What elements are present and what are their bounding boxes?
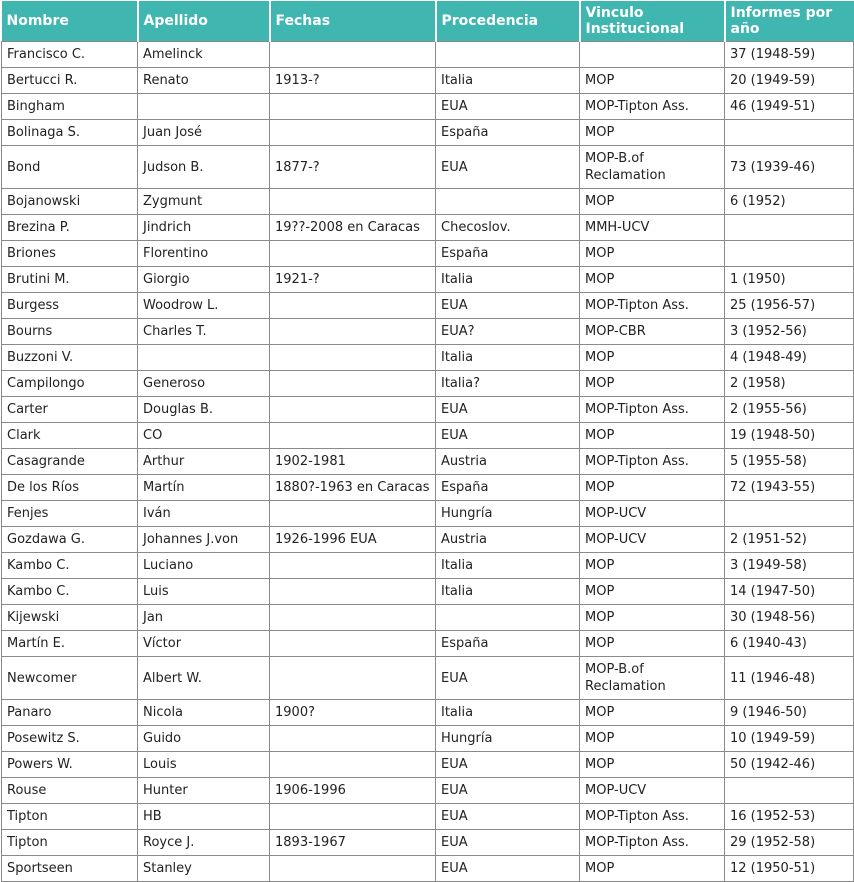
table-row [2,726,854,752]
cell-fechas [270,120,436,146]
cell-fechas [270,579,436,605]
cell-informes: 3 (1949-58) [725,553,854,579]
cell-procedencia: EUA [436,657,580,700]
table-row [2,804,854,830]
cell-apellido: Víctor [138,631,270,657]
cell-fechas: 1900? [270,700,436,726]
table-body [2,42,854,882]
table-row [2,94,854,120]
table-row [2,146,854,189]
cell-apellido: Judson B. [138,146,270,189]
table-row [2,631,854,657]
cell-apellido: Martín [138,475,270,501]
cell-fechas: 1893-1967 [270,830,436,856]
cell-apellido: Arthur [138,449,270,475]
cell-apellido: Jan [138,605,270,631]
cell-fechas: 1906-1996 [270,778,436,804]
cell-procedencia: España [436,241,580,267]
cell-procedencia: EUA [436,856,580,882]
cell-vinculo: MOP [580,605,725,631]
cell-vinculo: MOP-Tipton Ass. [580,293,725,319]
cell-procedencia: Italia [436,579,580,605]
table-row [2,293,854,319]
cell-apellido: Zygmunt [138,189,270,215]
header-informes-por-ano: Informes por año [725,1,854,42]
cell-fechas [270,94,436,120]
table-row [2,605,854,631]
cell-fechas [270,605,436,631]
cell-informes: 5 (1955-58) [725,449,854,475]
cell-procedencia: Italia [436,345,580,371]
cell-procedencia [436,605,580,631]
cell-informes: 25 (1956-57) [725,293,854,319]
cell-procedencia: Italia? [436,371,580,397]
cell-fechas [270,631,436,657]
table-row [2,345,854,371]
cell-apellido: Giorgio [138,267,270,293]
cell-apellido: Generoso [138,371,270,397]
cell-nombre: Casagrande [2,449,138,475]
cell-apellido: Louis [138,752,270,778]
cell-nombre: Campilongo [2,371,138,397]
header-apellido: Apellido [138,1,270,42]
cell-procedencia [436,42,580,68]
cell-nombre: Bojanowski [2,189,138,215]
cell-informes: 14 (1947-50) [725,579,854,605]
cell-fechas [270,752,436,778]
cell-nombre: Brutini M. [2,267,138,293]
cell-nombre: Burgess [2,293,138,319]
cell-nombre: De los Ríos [2,475,138,501]
cell-nombre: Bingham [2,94,138,120]
cell-fechas [270,423,436,449]
engineers-table [1,1,854,882]
cell-vinculo: MOP-Tipton Ass. [580,830,725,856]
cell-vinculo: MOP-UCV [580,527,725,553]
table-row [2,120,854,146]
cell-procedencia: EUA [436,94,580,120]
cell-nombre: Briones [2,241,138,267]
cell-informes: 2 (1958) [725,371,854,397]
cell-informes: 30 (1948-56) [725,605,854,631]
header-vinculo-institucional: Vinculo Institucional [580,1,725,42]
cell-informes: 11 (1946-48) [725,657,854,700]
table-row [2,42,854,68]
cell-vinculo [580,42,725,68]
cell-nombre: Bond [2,146,138,189]
cell-nombre: Sportseen [2,856,138,882]
cell-vinculo: MOP [580,752,725,778]
cell-apellido: Juan José [138,120,270,146]
cell-informes: 6 (1952) [725,189,854,215]
cell-apellido: Nicola [138,700,270,726]
table-row [2,68,854,94]
cell-fechas: 1902-1981 [270,449,436,475]
cell-apellido: Jindrich [138,215,270,241]
table-row [2,657,854,700]
cell-vinculo: MOP-UCV [580,501,725,527]
cell-nombre: Posewitz S. [2,726,138,752]
cell-apellido [138,345,270,371]
cell-informes: 1 (1950) [725,267,854,293]
cell-apellido: Douglas B. [138,397,270,423]
cell-nombre: Gozdawa G. [2,527,138,553]
cell-informes: 3 (1952-56) [725,319,854,345]
cell-fechas: 1926-1996 EUA [270,527,436,553]
table-row [2,475,854,501]
cell-fechas [270,553,436,579]
cell-procedencia: España [436,631,580,657]
table-row [2,778,854,804]
cell-apellido: CO [138,423,270,449]
cell-procedencia: EUA [436,830,580,856]
cell-apellido: Royce J. [138,830,270,856]
cell-apellido: Charles T. [138,319,270,345]
cell-informes: 37 (1948-59) [725,42,854,68]
cell-nombre: Bolinaga S. [2,120,138,146]
cell-nombre: Fenjes [2,501,138,527]
cell-nombre: Martín E. [2,631,138,657]
cell-apellido: Luciano [138,553,270,579]
table-row [2,241,854,267]
cell-nombre: Kambo C. [2,579,138,605]
cell-vinculo: MOP-UCV [580,778,725,804]
cell-nombre: Tipton [2,830,138,856]
cell-procedencia: EUA [436,146,580,189]
cell-informes: 6 (1940-43) [725,631,854,657]
cell-fechas [270,189,436,215]
cell-procedencia: EUA [436,778,580,804]
cell-vinculo: MMH-UCV [580,215,725,241]
cell-fechas [270,293,436,319]
cell-nombre: Newcomer [2,657,138,700]
cell-procedencia: Austria [436,527,580,553]
cell-vinculo: MOP [580,68,725,94]
cell-vinculo: MOP [580,726,725,752]
cell-fechas: 1913-? [270,68,436,94]
cell-informes [725,778,854,804]
cell-informes: 72 (1943-55) [725,475,854,501]
table-row [2,752,854,778]
cell-vinculo: MOP [580,631,725,657]
cell-apellido: Florentino [138,241,270,267]
table-header [2,1,854,42]
cell-vinculo: MOP [580,856,725,882]
cell-fechas: 19??-2008 en Caracas [270,215,436,241]
cell-fechas [270,501,436,527]
cell-fechas [270,657,436,700]
table-row [2,319,854,345]
cell-apellido: Woodrow L. [138,293,270,319]
cell-fechas [270,42,436,68]
cell-informes: 9 (1946-50) [725,700,854,726]
table-row [2,449,854,475]
cell-fechas [270,241,436,267]
table-row [2,397,854,423]
table-row [2,579,854,605]
cell-informes: 29 (1952-58) [725,830,854,856]
table-row [2,215,854,241]
cell-informes: 12 (1950-51) [725,856,854,882]
cell-vinculo: MOP-Tipton Ass. [580,804,725,830]
cell-nombre: Bourns [2,319,138,345]
cell-procedencia: EUA [436,752,580,778]
cell-vinculo: MOP-B.of Reclamation [580,146,725,189]
table-row [2,423,854,449]
cell-informes [725,241,854,267]
cell-procedencia: España [436,475,580,501]
cell-vinculo: MOP [580,700,725,726]
cell-procedencia: EUA [436,293,580,319]
header-row [2,1,854,42]
cell-vinculo: MOP-CBR [580,319,725,345]
table-row [2,267,854,293]
table-row [2,501,854,527]
cell-vinculo: MOP [580,475,725,501]
cell-procedencia: Italia [436,700,580,726]
cell-nombre: Powers W. [2,752,138,778]
cell-vinculo: MOP-B.of Reclamation [580,657,725,700]
cell-apellido: Iván [138,501,270,527]
cell-procedencia [436,189,580,215]
cell-procedencia: Checoslov. [436,215,580,241]
cell-procedencia: EUA [436,804,580,830]
cell-informes: 46 (1949-51) [725,94,854,120]
cell-procedencia: Hungría [436,726,580,752]
cell-nombre: Clark [2,423,138,449]
cell-informes: 20 (1949-59) [725,68,854,94]
cell-vinculo: MOP [580,241,725,267]
cell-informes [725,501,854,527]
cell-nombre: Panaro [2,700,138,726]
cell-nombre: Kambo C. [2,553,138,579]
cell-apellido: Johannes J.von [138,527,270,553]
cell-procedencia: EUA [436,423,580,449]
cell-fechas [270,726,436,752]
cell-procedencia: Italia [436,553,580,579]
cell-apellido: Renato [138,68,270,94]
cell-vinculo: MOP [580,553,725,579]
cell-vinculo: MOP-Tipton Ass. [580,449,725,475]
cell-nombre: Kijewski [2,605,138,631]
cell-vinculo: MOP [580,120,725,146]
cell-fechas [270,371,436,397]
cell-fechas [270,345,436,371]
cell-fechas [270,804,436,830]
header-fechas: Fechas [270,1,436,42]
cell-procedencia: Italia [436,267,580,293]
table-row [2,700,854,726]
cell-apellido: Stanley [138,856,270,882]
cell-apellido [138,94,270,120]
cell-nombre: Carter [2,397,138,423]
cell-apellido: HB [138,804,270,830]
cell-informes: 50 (1942-46) [725,752,854,778]
cell-vinculo: MOP [580,579,725,605]
cell-informes: 2 (1951-52) [725,527,854,553]
cell-vinculo: MOP [580,423,725,449]
cell-informes [725,215,854,241]
cell-vinculo: MOP [580,267,725,293]
cell-procedencia: Italia [436,68,580,94]
cell-vinculo: MOP-Tipton Ass. [580,94,725,120]
cell-procedencia: España [436,120,580,146]
cell-nombre: Buzzoni V. [2,345,138,371]
cell-apellido: Albert W. [138,657,270,700]
cell-nombre: Brezina P. [2,215,138,241]
table-row [2,830,854,856]
cell-fechas [270,397,436,423]
cell-nombre: Francisco C. [2,42,138,68]
table-row [2,527,854,553]
cell-nombre: Rouse [2,778,138,804]
cell-procedencia: EUA? [436,319,580,345]
cell-apellido: Guido [138,726,270,752]
cell-nombre: Bertucci R. [2,68,138,94]
cell-informes: 16 (1952-53) [725,804,854,830]
cell-informes: 10 (1949-59) [725,726,854,752]
cell-informes [725,120,854,146]
cell-informes: 73 (1939-46) [725,146,854,189]
header-procedencia: Procedencia [436,1,580,42]
cell-procedencia: EUA [436,397,580,423]
table-row [2,189,854,215]
cell-vinculo: MOP-Tipton Ass. [580,397,725,423]
cell-informes: 19 (1948-50) [725,423,854,449]
cell-apellido: Hunter [138,778,270,804]
cell-fechas: 1921-? [270,267,436,293]
cell-nombre: Tipton [2,804,138,830]
cell-apellido: Luis [138,579,270,605]
cell-fechas: 1877-? [270,146,436,189]
cell-vinculo: MOP [580,371,725,397]
cell-informes: 2 (1955-56) [725,397,854,423]
cell-fechas [270,319,436,345]
cell-vinculo: MOP [580,189,725,215]
table-row [2,371,854,397]
header-nombre: Nombre [2,1,138,42]
cell-apellido: Amelinck [138,42,270,68]
cell-informes: 4 (1948-49) [725,345,854,371]
cell-fechas: 1880?-1963 en Caracas [270,475,436,501]
table-row [2,553,854,579]
cell-procedencia: Hungría [436,501,580,527]
cell-vinculo: MOP [580,345,725,371]
cell-procedencia: Austria [436,449,580,475]
